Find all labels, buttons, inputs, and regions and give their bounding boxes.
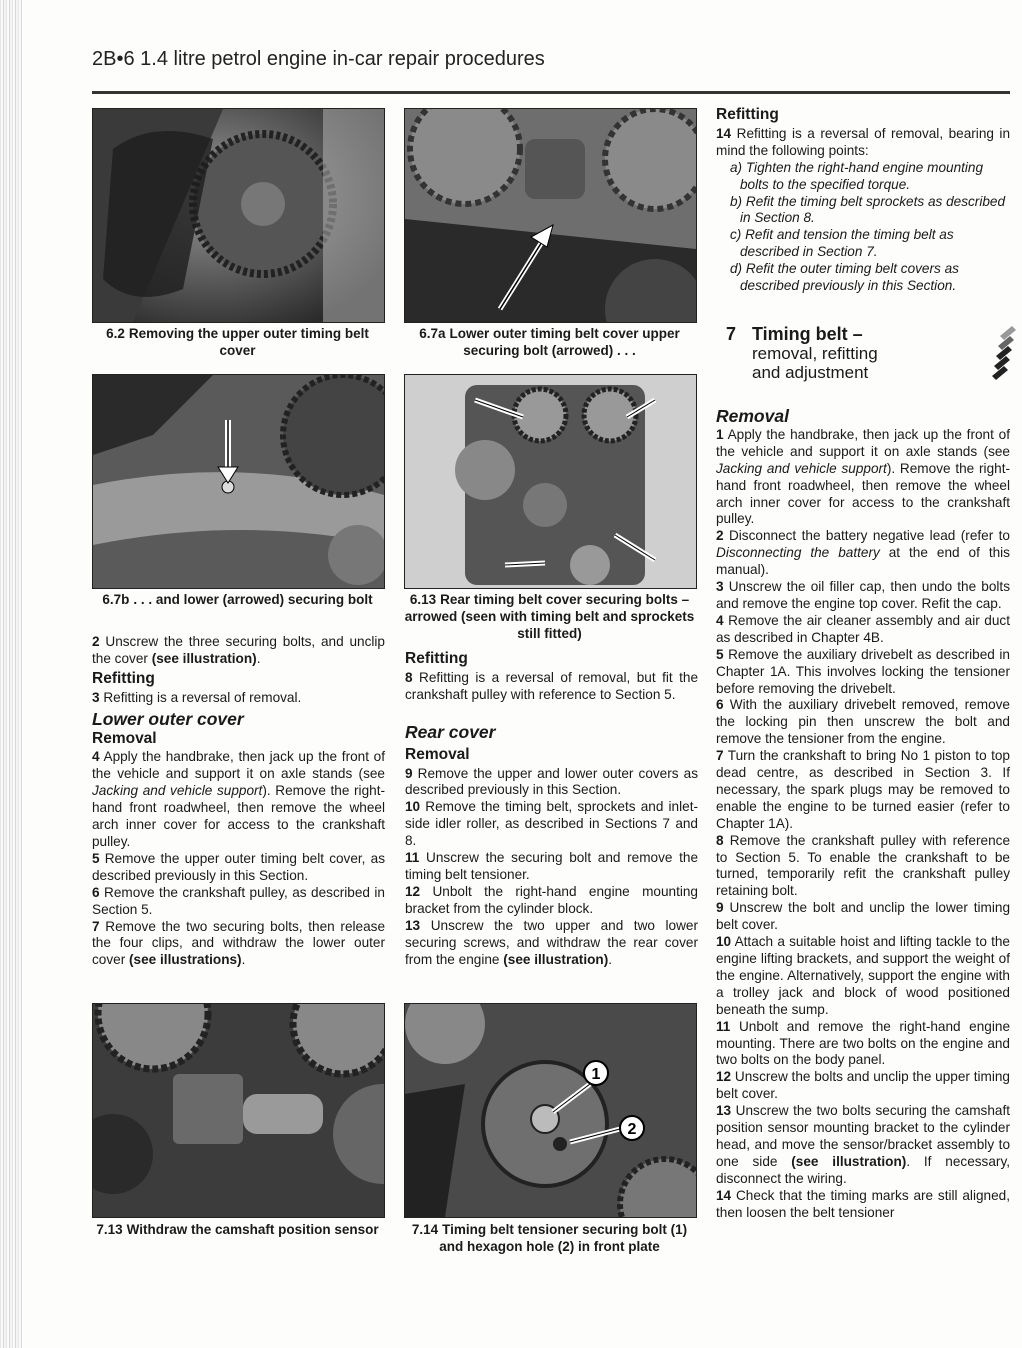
section-7-heading — [716, 322, 1016, 382]
paragraph-11: 11 Unbolt and remove the right-hand engine mounting. There are two bolts on the engine and two bolts on the body panel. — [716, 1018, 1011, 1068]
caption-text: Rear timing belt cover securing bolts – arrowed (seen with timing belt and sprockets still fitted) — [404, 592, 695, 641]
column-3-refitting — [716, 104, 1010, 295]
paragraph-14: 14 Refitting is a reversal of removal, bearing in mind the following points: — [716, 125, 1011, 158]
list-item: c) Refit and tension the timing belt as described in Section 7. — [730, 227, 954, 260]
caption-number: 7.14 — [411, 1222, 439, 1237]
photo-6-13 — [404, 374, 697, 589]
section-title: Timing belt – — [752, 324, 863, 344]
list-item: a) Tighten the right-hand engine mounting bolts to the specified torque. — [730, 159, 984, 192]
paragraph-3: 3 Unscrew the oil filler cap, then undo the bolts and remove the engine top cover. Refit the cap. — [716, 579, 1011, 611]
paragraph-13: 13 Unscrew the two bolts securing the camshaft position sensor mounting bracket to the cylinder head, and move the sensor/bracket assembly to one side (see illustration). If necessary, disconnect the wiring. — [716, 1103, 1011, 1186]
callout-1: 1 — [591, 1066, 601, 1083]
paragraph-2: 2 Unscrew the three securing bolts, and unclip the cover (see illustration). — [92, 634, 385, 666]
caption-text: Removing the upper outer timing belt cover — [128, 326, 369, 358]
photo-6-2 — [92, 108, 385, 323]
paragraph-7: 7 Remove the two securing bolts, then release the four clips, and withdraw the lower outer cover (see illustrations). — [92, 918, 386, 968]
paragraph-2: 2 Disconnect the battery negative lead (refer to Disconnecting the battery at the end of this manual). — [716, 528, 1010, 578]
heading-refitting: Refitting — [92, 669, 155, 687]
paragraph-8: 8 Remove the crankshaft pulley with reference to Section 5. To enable the crankshaft to be turned, temporarily refit the crankshaft pulley retaining bolt. — [716, 832, 1010, 899]
paragraph-5: 5 Remove the auxiliary drivebelt as described in Chapter 1A. This involves locking the tensioner before removing the drivebelt. — [716, 646, 1010, 696]
section-number: 7 — [726, 324, 737, 344]
paragraph-10: 10 Attach a suitable hoist and lifting tackle to the engine lifting brackets, and support the weight of the engine. Alternatively, support the engine with a trolley jack and block of wood positioned beneath the sump. — [716, 934, 1010, 1017]
heading-rear-cover: Rear cover — [405, 721, 496, 742]
list-item: b) Refit the timing belt sprockets as described in Section 8. — [730, 193, 1006, 226]
paragraph-12: 12 Unscrew the bolts and unclip the upper timing belt cover. — [716, 1069, 1010, 1102]
page-header: 2B•6 1.4 litre petrol engine in-car repair procedures — [92, 48, 545, 70]
caption-number: 6.13 — [409, 592, 437, 607]
caption-6-7b — [92, 591, 383, 608]
paragraph-4: 4 Remove the air cleaner assembly and air duct as described in Chapter 4B. — [716, 612, 1010, 645]
paragraph-1: 1 Apply the handbrake, then jack up the front of the vehicle and support it on axle stands (see Jacking and vehicle support). Remove the right-hand front roadwheel, then remove the wheel arch inner cover for access to the crankshaft pulley. — [716, 426, 1011, 527]
caption-6-13 — [404, 591, 695, 642]
caption-7-14 — [404, 1221, 695, 1255]
paragraph-6: 6 With the auxiliary drivebelt removed, remove the locking pin then unscrew the bolt and remove the tensioner from the engine. — [716, 697, 1010, 747]
heading-removal: Removal — [92, 729, 157, 747]
caption-text: Withdraw the camshaft position sensor — [126, 1222, 379, 1237]
paragraph-9: 9 Unscrew the bolt and unclip the lower timing belt cover. — [716, 900, 1011, 933]
paragraph-8: 8 Refitting is a reversal of removal, but fit the crankshaft pulley with reference to Section 5. — [405, 669, 699, 702]
heading-removal: Removal — [405, 745, 470, 763]
paragraph-5: 5 Remove the upper outer timing belt cover, as described previously in this Section. — [92, 850, 385, 883]
list-item: d) Refit the outer timing belt covers as described previously in this Section. — [730, 261, 959, 294]
photo-6-7b — [92, 374, 385, 589]
difficulty-wrench-icon — [988, 326, 1022, 382]
heading-removal: Removal — [716, 406, 789, 426]
photo-6-7a — [404, 108, 697, 323]
caption-text: . . . and lower (arrowed) securing bolt — [133, 592, 373, 607]
caption-7-13 — [92, 1221, 383, 1238]
paragraph-12: 12 Unbolt the right-hand engine mounting bracket from the cylinder block. — [405, 883, 698, 916]
refitting-points-list — [716, 160, 1010, 295]
photo-7-13 — [92, 1003, 385, 1218]
paragraph-10: 10 Remove the timing belt, sprockets and inlet-side idler roller, as described in Sections 7 and 8. — [405, 799, 698, 849]
paragraph-14: 14 Check that the timing marks are still aligned, then loosen the belt tensioner — [716, 1187, 1010, 1220]
paragraph-6: 6 Remove the crankshaft pulley, as described in Section 5. — [92, 884, 385, 917]
heading-lower-outer-cover: Lower outer cover — [92, 708, 244, 729]
caption-text: Lower outer timing belt cover upper securing bolt (arrowed) . . . — [449, 326, 680, 358]
column-1-text — [92, 634, 385, 969]
caption-text: Timing belt tensioner securing bolt (1) and hexagon hole (2) in front plate — [439, 1222, 688, 1254]
paragraph-9: 9 Remove the upper and lower outer covers as described previously in this Section. — [405, 765, 698, 798]
photo-7-14 — [404, 1003, 697, 1218]
paragraph-13: 13 Unscrew the two upper and two lower securing screws, and withdraw the rear cover from the engine (see illustration). — [405, 917, 698, 967]
caption-number: 7.13 — [96, 1222, 123, 1237]
caption-6-7a — [404, 325, 695, 359]
caption-number: 6.2 — [106, 326, 125, 341]
header-rule — [92, 91, 1010, 94]
caption-6-2 — [92, 325, 383, 359]
callout-2: 2 — [627, 1121, 637, 1138]
caption-number: 6.7a — [419, 326, 446, 341]
paragraph-3: 3 Refitting is a reversal of removal. — [92, 689, 302, 705]
heading-refitting: Refitting — [716, 106, 779, 123]
page-binding-edge — [0, 0, 22, 1348]
section-subtitle: removal, refitting and adjustment — [752, 344, 878, 382]
column-2-text — [405, 648, 698, 968]
heading-refitting: Refitting — [405, 650, 468, 667]
paragraph-11: 11 Unscrew the securing bolt and remove the timing belt tensioner. — [405, 850, 699, 882]
paragraph-4: 4 Apply the handbrake, then jack up the front of the vehicle and support it on axle stands (see Jacking and vehicle support). Remove the right-hand front roadwheel, then remove the wheel arch inner cover for access to the crankshaft pulley. — [92, 749, 386, 849]
caption-number: 6.7b — [102, 592, 130, 607]
column-3-text — [716, 404, 1010, 1222]
paragraph-7: 7 Turn the crankshaft to bring No 1 piston to top dead centre, as described in Section 3. If necessary, the spark plugs may be removed to enable the engine to be turned easier (refer to Chapter 1A). — [716, 748, 1010, 831]
